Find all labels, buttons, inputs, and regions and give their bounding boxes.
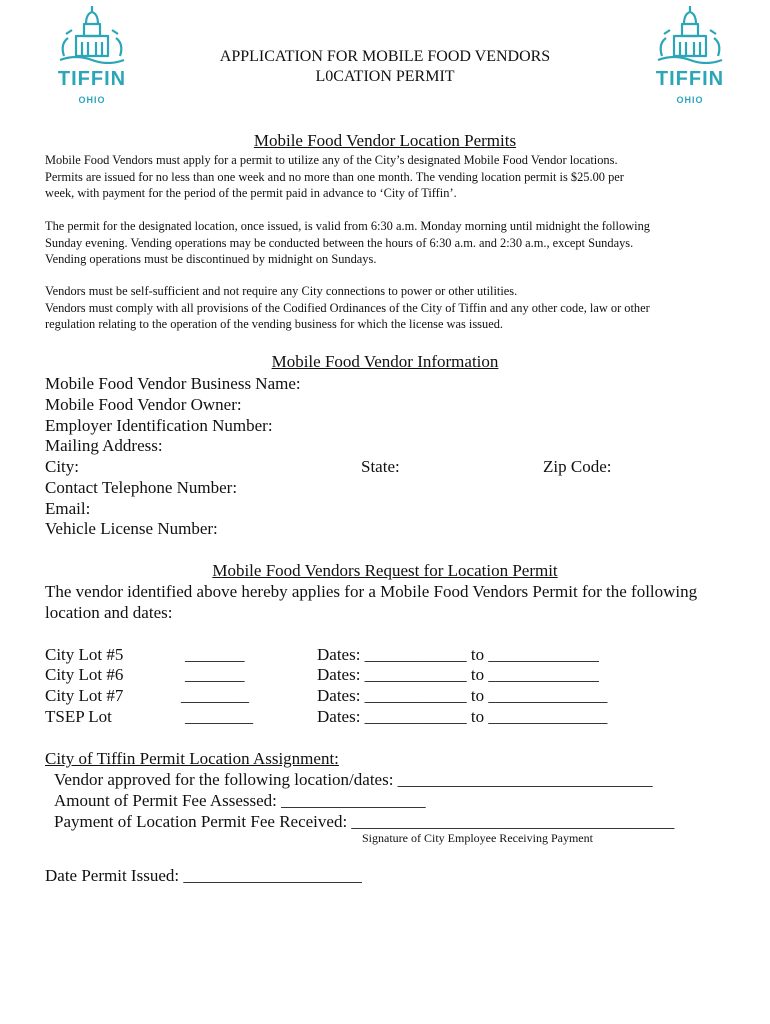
request-heading: Mobile Food Vendors Request for Location Permit	[212, 561, 558, 580]
lot-dates: Dates: ____________ to ______________	[317, 686, 608, 705]
permits-paragraph-3	[45, 283, 735, 333]
city-label: City:	[45, 457, 80, 476]
paragraph-line: Vending operations must be discontinued by midnight on Sundays.	[45, 252, 377, 266]
paragraph-line: regulation relating to the operation of the vending business for which the license was issued.	[45, 317, 503, 331]
request-intro-line2: location and dates:	[45, 603, 173, 622]
lot-dates: Dates: ____________ to ______________	[317, 707, 608, 726]
assignment-heading: City of Tiffin Permit Location Assignment:	[45, 749, 339, 768]
paragraph-line: Sunday evening. Vending operations may be conducted between the hours of 6:30 a.m. and 2:30 a.m., except Sundays.	[45, 235, 634, 250]
vendor-info-heading: Mobile Food Vendor Information	[271, 352, 499, 371]
vendor-approved-line: Vendor approved for the following location/dates: ______________________________	[54, 770, 653, 789]
ohio-logo-word: OHIO	[676, 95, 704, 105]
signature-caption: Signature of City Employee Receiving Payment	[362, 831, 593, 845]
document-title-line2: L0CATION PERMIT	[315, 68, 455, 85]
phone-label: Contact Telephone Number:	[45, 478, 238, 497]
ein-label: Employer Identification Number:	[45, 416, 273, 435]
tiffin-logo-word: TIFFIN	[655, 68, 725, 90]
lot-dates: Dates: ____________ to _____________	[317, 645, 599, 664]
paragraph-line: week, with payment for the period of the permit paid in advance to ‘City of Tiffin’.	[45, 186, 457, 200]
paragraph-line: Vendors must be self-sufficient and not require any City connections to power or other utilities.	[45, 284, 518, 298]
fee-assessed-line: Amount of Permit Fee Assessed: _________________	[54, 791, 426, 810]
state-label: State:	[361, 457, 400, 476]
payment-received-line: Payment of Location Permit Fee Received: ______________________________________	[54, 812, 675, 831]
lot-dates: Dates: ____________ to _____________	[317, 665, 599, 684]
lot-name: City Lot #5	[45, 645, 124, 664]
ohio-logo-word: OHIO	[78, 95, 106, 105]
tiffin-logo-word: TIFFIN	[57, 68, 127, 90]
document-title-line1: APPLICATION FOR MOBILE FOOD VENDORS	[219, 48, 551, 65]
paragraph-line: Permits are issued for no less than one week and no more than one month. The vending location permit is $25.00 per	[45, 169, 624, 184]
lot-blank: ________	[185, 707, 253, 726]
lot-blank: _______	[185, 665, 245, 684]
request-intro-line1: The vendor identified above hereby applies for a Mobile Food Vendors Permit for the following	[45, 582, 698, 601]
email-label: Email:	[45, 499, 91, 518]
lot-blank: _______	[185, 645, 245, 664]
permits-heading: Mobile Food Vendor Location Permits	[253, 131, 517, 150]
business-name-label: Mobile Food Vendor Business Name:	[45, 374, 301, 393]
zip-code-label: Zip Code:	[543, 457, 612, 476]
lot-name: City Lot #6	[45, 665, 124, 684]
date-permit-issued-line: Date Permit Issued: _____________________	[45, 866, 362, 885]
lot-blank: ________	[181, 686, 249, 705]
paragraph-line: Vendors must comply with all provisions of the Codified Ordinances of the City of Tiffin and any other code, law or other	[45, 300, 650, 315]
owner-label: Mobile Food Vendor Owner:	[45, 395, 242, 414]
permits-paragraph-1	[45, 152, 735, 202]
lot-name: City Lot #7	[45, 686, 124, 705]
vehicle-license-label: Vehicle License Number:	[45, 519, 218, 538]
paragraph-line: Mobile Food Vendors must apply for a permit to utilize any of the City’s designated Mobile Food Vendor locations.	[45, 153, 618, 167]
mailing-address-label: Mailing Address:	[45, 436, 163, 455]
lot-name: TSEP Lot	[45, 707, 112, 726]
permits-paragraph-2	[45, 218, 735, 268]
paragraph-line: The permit for the designated location, once issued, is valid from 6:30 a.m. Monday morning until midnight the following	[45, 219, 650, 233]
